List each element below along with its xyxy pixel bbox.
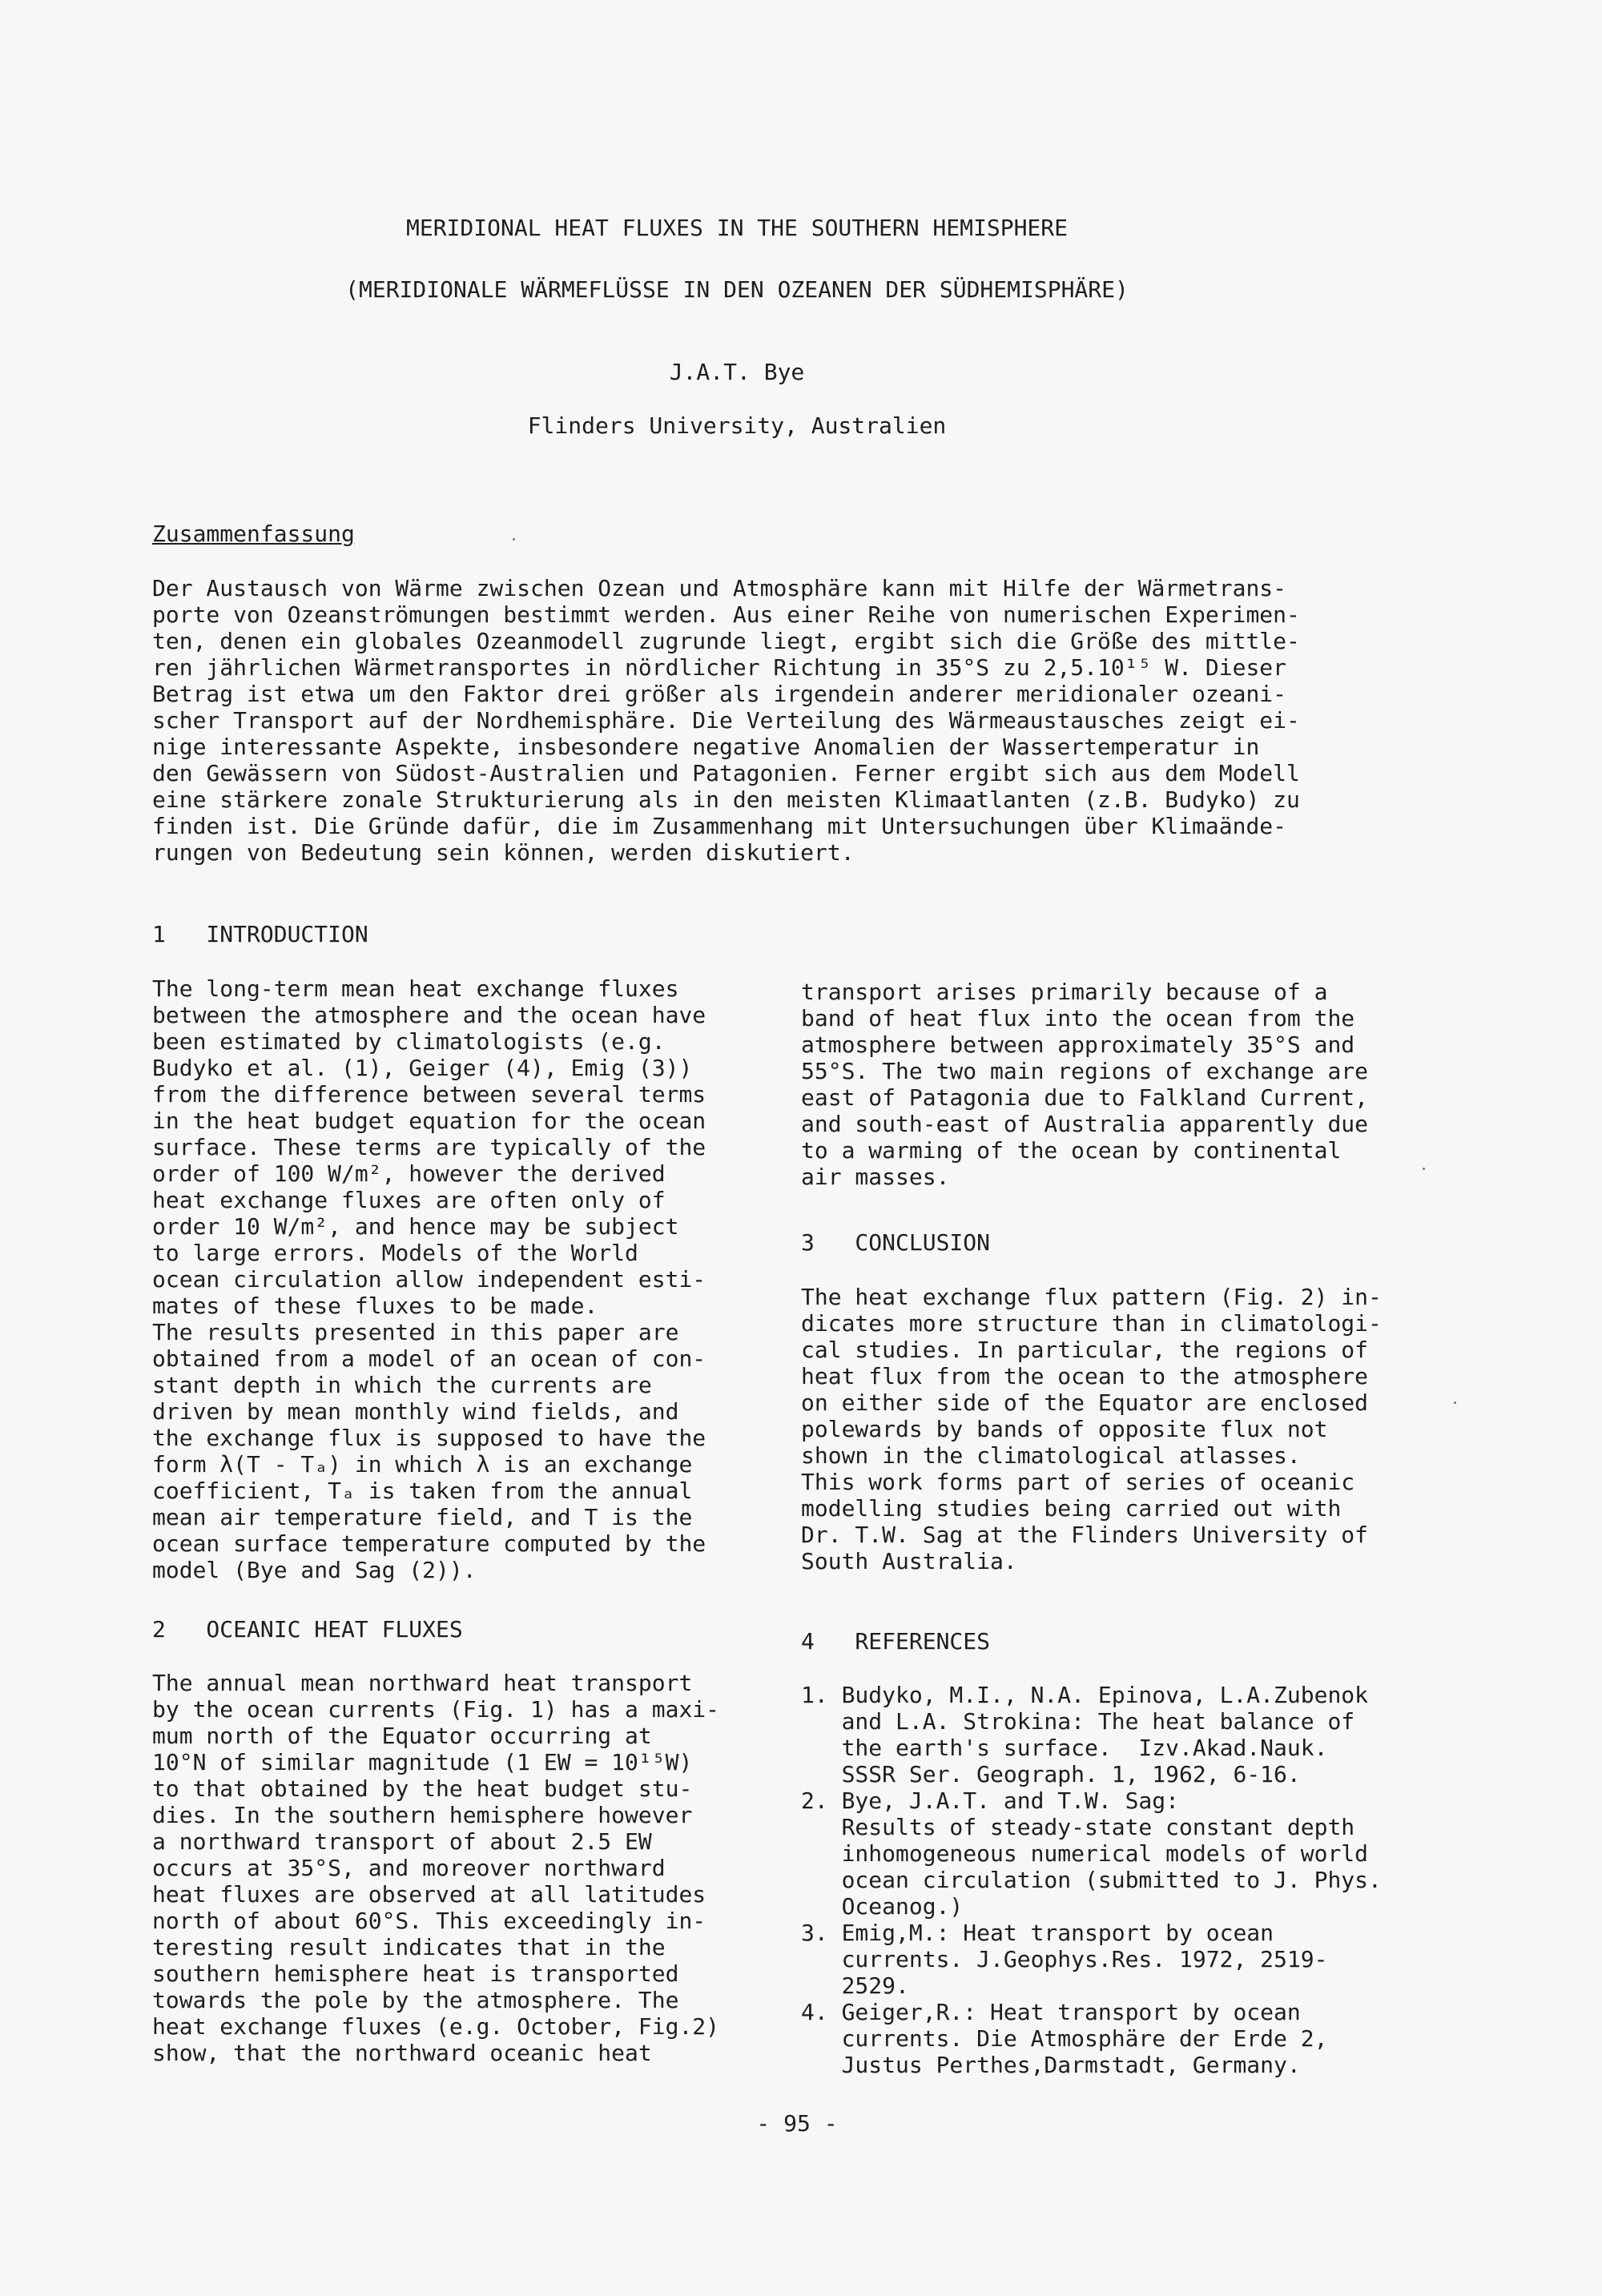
- paper-subtitle: (MERIDIONALE WÄRMEFLÜSSE IN DEN OZEANEN DER SÜDHEMISPHÄRE): [345, 276, 1129, 303]
- references-list: 1. Budyko, M.I., N.A. Epinova, L.A.Zubenok and L.A. Strokina: The heat balance of the earth's surface. Izv.Akad.Nauk. SSSR Ser. Geograph. 1, 1962, 6-16. 2. Bye, J.A.T. and T.W. Sag: Results of steady-state constant depth inhomogeneous numerical models of world ocean circulation (submitted to J. Phys. Oceanog.) 3. Emig,M.: Heat transport by ocean currents. J.Geophys.Res. 1972, 2519- 2529. 4. Geiger,R.: Heat transport by ocean currents. Die Atmosphäre der Erde 2, Justus Perthes,Darmstadt, Germany.: [801, 1682, 1382, 2078]
- conclusion-heading: 3 CONCLUSION: [801, 1229, 991, 1256]
- conclusion-text: The heat exchange flux pattern (Fig. 2) in- dicates more structure than in climatologi- cal studies. In particular, the regions of heat flux from the ocean to the atmosphere on either side of the Equator are enclosed polewards by bands of opposite flux not shown in the climatological atlasses. This work forms part of series of oceanic modelling studies being carried out with Dr. T.W. Sag at the Flinders University of South Australia.: [801, 1284, 1382, 1574]
- oceanic-heat-fluxes-continued: transport arises primarily because of a band of heat flux into the ocean from the atmosphere between approximately 35°S and 55°S. The two main regions of exchange are east of Patagonia due to Falkland Current, and south-east of Australia apparently due to a warming of the ocean by continental air masses.: [801, 979, 1369, 1190]
- scan-speck: [1454, 1401, 1456, 1404]
- affiliation: Flinders University, Australien: [527, 412, 947, 439]
- introduction-heading: 1 INTRODUCTION: [152, 921, 368, 947]
- introduction-text: The long-term mean heat exchange fluxes between the atmosphere and the ocean have been estimated by climatologists (e.g. Budyko et al. (1), Geiger (4), Emig (3)) from the difference between several terms in the heat budget equation for the ocean surface. These terms are typically of the order of 100 W/m², however the derived heat exchange fluxes are often only of order 10 W/m², and hence may be subject to large errors. Models of the World ocean circulation allow independent esti- mates of these fluxes to be made. The results presented in this paper are obtained from a model of an ocean of con- stant depth in which the currents are driven by mean monthly wind fields, and the exchange flux is supposed to have the form λ(T - Tₐ) in which λ is an exchange coefficient, Tₐ is taken from the annual mean air temperature field, and T is the ocean surface temperature computed by the model (Bye and Sag (2)).: [152, 975, 706, 1583]
- author: J.A.T. Bye: [669, 359, 805, 385]
- zusammenfassung-heading: Zusammenfassung: [152, 521, 355, 547]
- scan-speck: [1423, 1168, 1425, 1170]
- zusammenfassung-text: Der Austausch von Wärme zwischen Ozean und Atmosphäre kann mit Hilfe der Wärmetrans- porte von Ozeanströmungen bestimmt werden. Aus einer Reihe von numerischen Experimen- ten, denen ein globales Ozeanmodell zugrunde liegt, ergibt sich die Größe des mittle- ren jährlichen Wärmetransportes in nördlicher Richtung in 35°S zu 2,5.10¹⁵ W. Dieser Betrag ist etwa um den Faktor drei größer als irgendein anderer meridionaler ozeani- scher Transport auf der Nordhemisphäre. Die Verteilung des Wärmeaustausches zeigt ei- nige interessante Aspekte, insbesondere negative Anomalien der Wassertemperatur in den Gewässern von Südost-Australien und Patagonien. Ferner ergibt sich aus dem Modell eine stärkere zonale Strukturierung als in den meisten Klimaatlanten (z.B. Budyko) zu finden ist. Die Gründe dafür, die im Zusammenhang mit Untersuchungen über Klimaände- rungen von Bedeutung sein können, werden diskutiert.: [152, 575, 1300, 866]
- oceanic-heat-fluxes-text: The annual mean northward heat transport by the ocean currents (Fig. 1) has a maxi- mum north of the Equator occurring at 10°N of similar magnitude (1 EW = 10¹⁵W) to that obtained by the heat budget stu- dies. In the southern hemisphere however a northward transport of about 2.5 EW occurs at 35°S, and moreover northward heat fluxes are observed at all latitudes north of about 60°S. This exceedingly in- teresting result indicates that in the southern hemisphere heat is transported towards the pole by the atmosphere. The heat exchange fluxes (e.g. October, Fig.2) show, that the northward oceanic heat: [152, 1670, 720, 2066]
- paper-title: MERIDIONAL HEAT FLUXES IN THE SOUTHERN HEMISPHERE: [405, 215, 1068, 241]
- oceanic-heat-fluxes-heading: 2 OCEANIC HEAT FLUXES: [152, 1616, 463, 1643]
- references-heading: 4 REFERENCES: [801, 1628, 991, 1655]
- scan-speck: [513, 538, 515, 541]
- page-number: - 95 -: [756, 2110, 838, 2137]
